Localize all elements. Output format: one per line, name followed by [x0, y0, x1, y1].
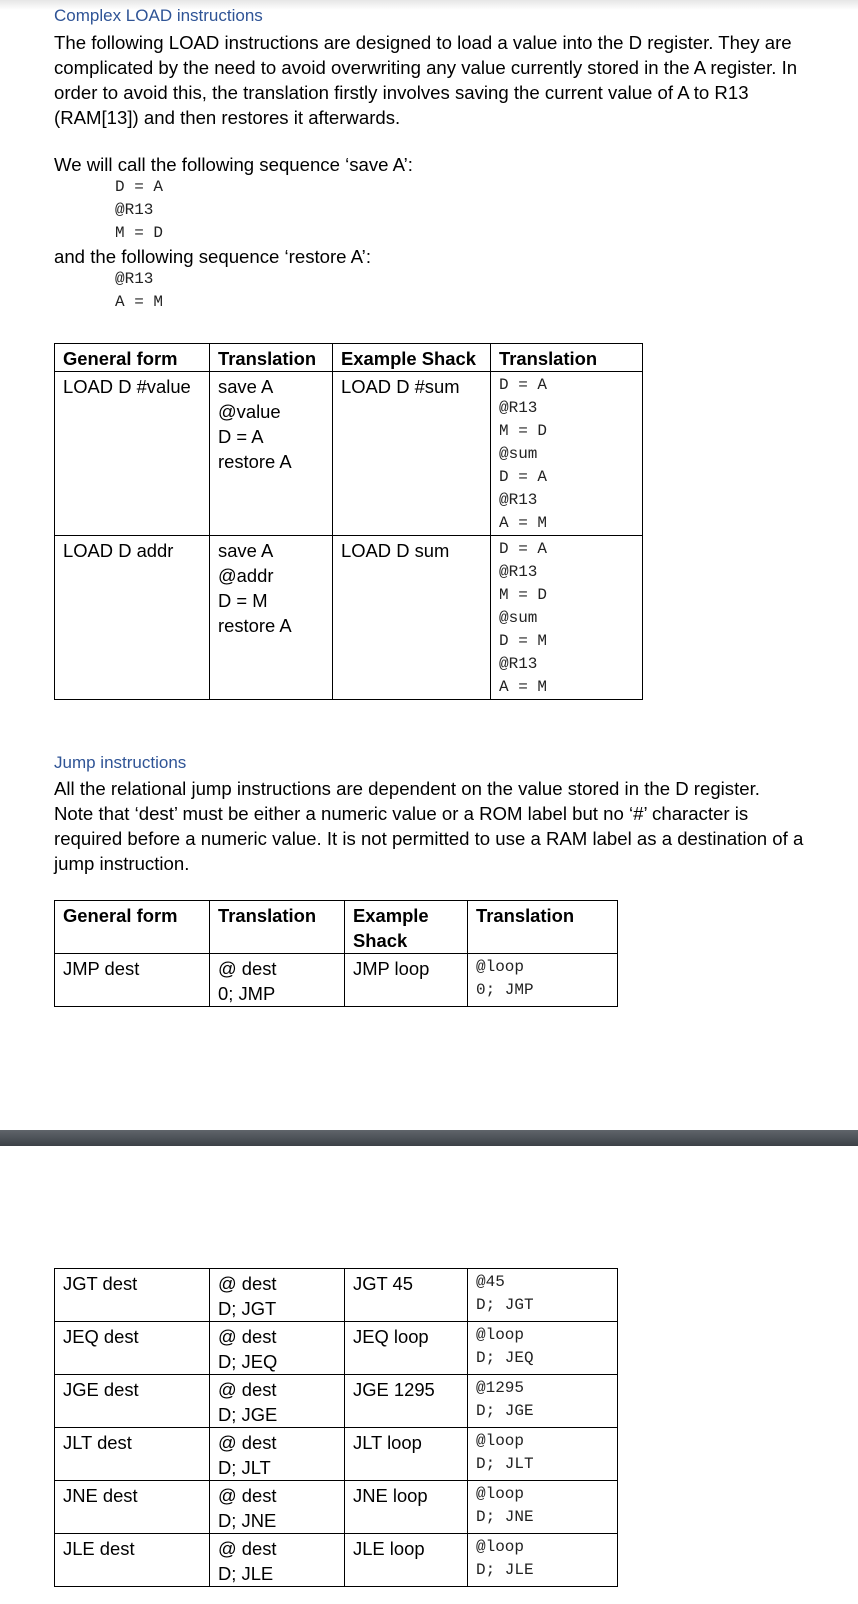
table-row [55, 372, 643, 536]
general-form-cell [55, 1322, 210, 1375]
example-cell [333, 372, 491, 536]
cell-line: D; JLT [218, 1457, 271, 1478]
table-row [55, 1481, 618, 1534]
translation-cell [210, 1428, 345, 1481]
cell-text: JGE 1295 [353, 1379, 435, 1400]
example-translation-cell [468, 1322, 618, 1375]
code-line: D = A [499, 376, 548, 394]
example-cell [345, 1375, 468, 1428]
code-line: D = A [499, 468, 548, 486]
code-line: A = M [499, 678, 548, 696]
table-row [55, 954, 618, 1007]
code-line: @1295 [476, 1379, 525, 1397]
code-line: D = A [499, 540, 548, 558]
translation-cell [210, 954, 345, 1007]
cell-text: JMP dest [63, 958, 140, 979]
save-a-code [115, 176, 163, 245]
document-page-2 [0, 1146, 858, 1604]
cell-text: JGT 45 [353, 1273, 413, 1294]
cell-line: @ dest [218, 1432, 277, 1453]
cell-line: @ dest [218, 1326, 277, 1347]
code-line: D; JGT [476, 1296, 534, 1314]
translation-cell [210, 1375, 345, 1428]
cell-line: @ dest [218, 1379, 277, 1400]
code-line: D = A [115, 178, 164, 196]
table-row [55, 1534, 618, 1587]
cell-text: JLE dest [63, 1538, 135, 1559]
save-a-intro: We will call the following sequence ‘save A’: [54, 154, 413, 175]
jump-intro [54, 776, 824, 876]
code-line: M = D [499, 586, 548, 604]
translation-cell [210, 372, 333, 536]
code-line: M = D [499, 422, 548, 440]
code-line: D; JGE [476, 1402, 534, 1420]
column-header: Example Shack [333, 344, 491, 372]
cell-text: JMP loop [353, 958, 430, 979]
jump-instructions-table [54, 900, 618, 1007]
intro-line: (RAM[13]) and then restores it afterwards. [54, 107, 401, 128]
jump-instructions-table-continued [54, 1268, 618, 1587]
intro-line: complicated by the need to avoid overwriting any value currently stored in the A register. In [54, 57, 798, 78]
code-line: D = M [499, 632, 548, 650]
complex-load-intro [54, 30, 824, 130]
general-form-cell [55, 954, 210, 1007]
example-translation-cell [468, 1269, 618, 1322]
cell-line: D; JEQ [218, 1351, 278, 1372]
intro-line: required before a numeric value. It is not permitted to use a RAM label as a destination of a [54, 828, 804, 849]
column-header: Translation [491, 344, 643, 372]
column-header: Translation [468, 901, 618, 954]
translation-cell [210, 1269, 345, 1322]
example-cell [345, 1428, 468, 1481]
column-header: General form [55, 344, 210, 372]
example-translation-cell [491, 372, 643, 536]
code-line: D; JNE [476, 1508, 534, 1526]
cell-line: D; JGE [218, 1404, 278, 1425]
cell-line: @value [218, 401, 281, 422]
cell-text: LOAD D addr [63, 540, 174, 561]
general-form-cell [55, 1481, 210, 1534]
cell-line: restore A [218, 615, 292, 636]
cell-line: @ dest [218, 1538, 277, 1559]
cell-text: LOAD D #sum [341, 376, 460, 397]
heading-complex-load: Complex LOAD instructions [54, 6, 263, 25]
cell-line: D; JGT [218, 1298, 277, 1319]
table-header-row [55, 344, 643, 372]
table-row [55, 1269, 618, 1322]
general-form-cell [55, 372, 210, 536]
table-header-row [55, 901, 618, 954]
code-line: @R13 [115, 270, 154, 288]
cell-text: JGE dest [63, 1379, 139, 1400]
cell-line: restore A [218, 451, 292, 472]
cell-text: JLT loop [353, 1432, 422, 1453]
general-form-cell [55, 1375, 210, 1428]
code-line: D; JLE [476, 1561, 534, 1579]
example-cell [333, 536, 491, 700]
code-line: @loop [476, 1326, 525, 1344]
cell-text: JEQ loop [353, 1326, 429, 1347]
table-row [55, 1322, 618, 1375]
cell-line: save A [218, 540, 274, 561]
code-line: @loop [476, 1432, 525, 1450]
code-line: @R13 [499, 563, 538, 581]
code-line: 0; JMP [476, 981, 534, 999]
general-form-cell [55, 536, 210, 700]
general-form-cell [55, 1269, 210, 1322]
cell-line: @ dest [218, 1273, 277, 1294]
code-line: D; JEQ [476, 1349, 534, 1367]
cell-line: save A [218, 376, 274, 397]
code-line: @45 [476, 1273, 505, 1291]
intro-line: order to avoid this, the translation firstly involves saving the current value of A to R13 [54, 82, 749, 103]
code-line: @R13 [499, 655, 538, 673]
column-header: Translation [210, 344, 333, 372]
page-separator [0, 1130, 858, 1146]
cell-line: D = M [218, 590, 268, 611]
translation-cell [210, 536, 333, 700]
cell-line: D; JNE [218, 1510, 277, 1531]
code-line: @sum [499, 609, 538, 627]
table-row [55, 1375, 618, 1428]
example-cell [345, 1481, 468, 1534]
example-translation-cell [468, 954, 618, 1007]
cell-line: @ dest [218, 958, 277, 979]
cell-line: 0; JMP [218, 983, 276, 1004]
translation-cell [210, 1322, 345, 1375]
code-line: M = D [115, 224, 164, 242]
heading-jump-instructions: Jump instructions [54, 753, 187, 772]
example-translation-cell [491, 536, 643, 700]
code-line: A = M [499, 514, 548, 532]
code-line: @R13 [115, 201, 154, 219]
code-line: @loop [476, 958, 525, 976]
intro-line: The following LOAD instructions are designed to load a value into the D register. They are [54, 32, 792, 53]
restore-a-intro: and the following sequence ‘restore A’: [54, 246, 371, 267]
code-line: @loop [476, 1538, 525, 1556]
cell-text: LOAD D sum [341, 540, 450, 561]
cell-text: JLT dest [63, 1432, 132, 1453]
code-line: @R13 [499, 399, 538, 417]
cell-text: JNE loop [353, 1485, 428, 1506]
table-row [55, 536, 643, 700]
intro-line: Note that ‘dest’ must be either a numeric value or a ROM label but no ‘#’ character is [54, 803, 749, 824]
example-cell [345, 1269, 468, 1322]
code-line: @loop [476, 1485, 525, 1503]
general-form-cell [55, 1428, 210, 1481]
code-line: A = M [115, 293, 164, 311]
example-translation-cell [468, 1481, 618, 1534]
intro-line: jump instruction. [54, 853, 190, 874]
cell-text: JGT dest [63, 1273, 138, 1294]
code-line: @R13 [499, 491, 538, 509]
column-header: General form [55, 901, 210, 954]
load-instructions-table [54, 343, 643, 700]
general-form-cell [55, 1534, 210, 1587]
translation-cell [210, 1481, 345, 1534]
example-cell [345, 1534, 468, 1587]
cell-line: @addr [218, 565, 274, 586]
cell-text: LOAD D #value [63, 376, 191, 397]
example-cell [345, 954, 468, 1007]
cell-text: JLE loop [353, 1538, 425, 1559]
example-translation-cell [468, 1534, 618, 1587]
cell-line: D; JLE [218, 1563, 274, 1584]
cell-text: JNE dest [63, 1485, 138, 1506]
cell-line: @ dest [218, 1485, 277, 1506]
column-header: Example Shack [345, 901, 468, 954]
intro-line: All the relational jump instructions are dependent on the value stored in the D register. [54, 778, 760, 799]
example-translation-cell [468, 1428, 618, 1481]
table-row [55, 1428, 618, 1481]
code-line: @sum [499, 445, 538, 463]
example-cell [345, 1322, 468, 1375]
cell-text: JEQ dest [63, 1326, 139, 1347]
column-header: Translation [210, 901, 345, 954]
translation-cell [210, 1534, 345, 1587]
restore-a-code [115, 268, 163, 314]
example-translation-cell [468, 1375, 618, 1428]
cell-line: D = A [218, 426, 264, 447]
code-line: D; JLT [476, 1455, 534, 1473]
